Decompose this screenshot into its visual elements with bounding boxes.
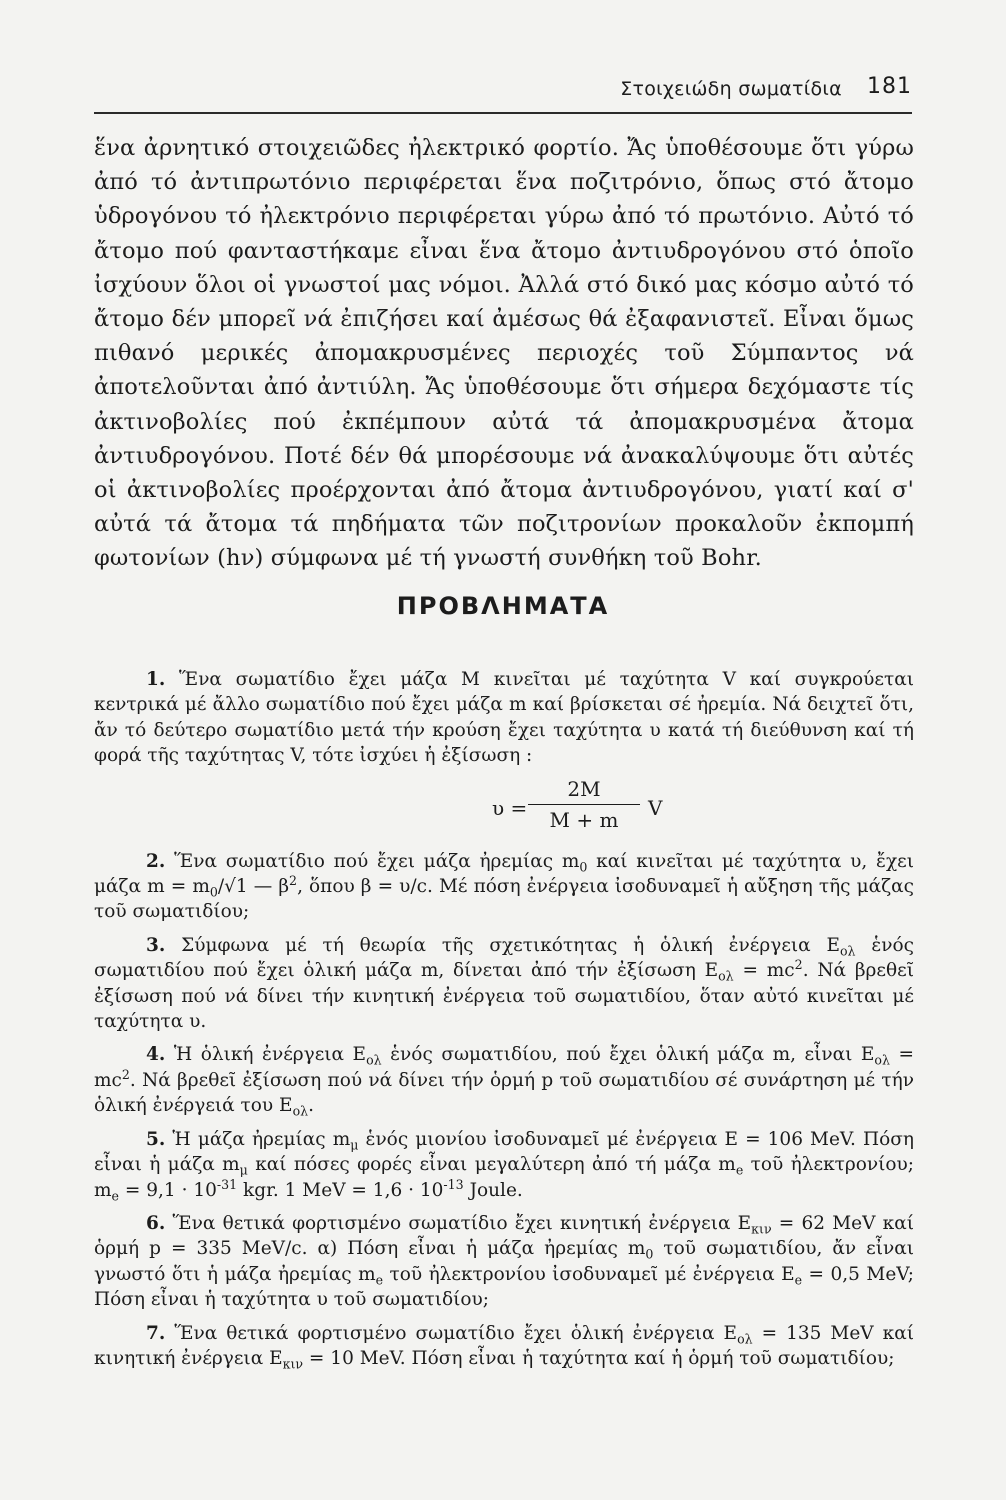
equation-numerator: 2M xyxy=(567,776,601,801)
problem-text: = 9,1 · 10 xyxy=(119,1179,217,1201)
problem-text: = 0,5 MeV; Πόση εἶναι ἡ ταχύτητα υ τοῦ σωματιδίου; xyxy=(94,1263,914,1311)
problem-text: kgr. 1 MeV = 1,6 · 10 xyxy=(237,1179,444,1201)
superscript: -13 xyxy=(443,1176,464,1192)
fraction-bar xyxy=(528,804,640,805)
problem-text: . Νά βρεθεῖ ἐξίσωση πού νά δίνει τήν ὁρμή p τοῦ σωματιδίου σέ συνάρτηση μέ τήν ὁλική ἐνέργειά του E xyxy=(94,1069,914,1117)
body-text xyxy=(94,131,914,576)
problem-text: Ἡ μάζα ἠρεμίας m xyxy=(172,1128,351,1150)
problem-text: Ἕνα θετικά φορτισμένο σωματίδιο ἔχει κινητική ἐνέργεια E xyxy=(172,1212,752,1234)
problem-text: . Νά βρεθεῖ ἐξίσωση πού νά δίνει τήν κινητική ἐνέργεια τοῦ σωματιδίου, ὅταν αὐτό κινεῖται μέ ταχύτητα υ. xyxy=(94,960,914,1033)
subscript: 0 xyxy=(579,859,588,875)
problem-text: = 135 MeV καί κινητική ἐνέργεια E xyxy=(94,1322,914,1369)
subscript: e xyxy=(794,1272,803,1288)
equation-denominator: M + m xyxy=(549,807,619,832)
problem-text: Ἕνα σωματίδιο ἔχει μάζα Μ κινεῖται μέ ταχύτητα V καί συγκρούεται κεντρικά μέ ἄλλο σωματίδιο πού ἔχει μάζα m καί βρίσκεται σέ ἠρεμία. Νά δειχτεῖ ὅτι, ἄν τό δεύτερο σωματίδιο μετά τήν κρούση ἔχει ταχύτητα υ κατά τή διεύθυνση καί τή φορά τῆς ταχύτητας V, τότε ἰσχύει ἡ ἐξίσωση : xyxy=(94,669,914,767)
equation-fraction xyxy=(528,777,640,832)
subscript: 0 xyxy=(209,884,218,900)
running-title: Στοιχειώδη σωματίδια xyxy=(620,78,842,100)
problem-text: = 62 MeV καί ὁρμή p = 335 MeV/c. α) Πόση εἶναι ἡ μάζα ἠρεμίας m xyxy=(94,1212,914,1260)
page-header xyxy=(94,74,912,106)
problem-text: καί κινεῖται μέ ταχύτητα υ, ἔχει μάζα m = m xyxy=(94,850,915,898)
subscript: ολ xyxy=(292,1103,309,1119)
subscript: μ xyxy=(239,1162,248,1178)
problem-text: , ὅπου β = υ/c. Μέ πόση ἐνέργεια ἰσοδυναμεῖ ἡ αὔξηση τῆς μάζας τοῦ σωματιδίου; xyxy=(94,876,914,923)
problem-number: 6. xyxy=(146,1212,166,1234)
problem-number: 5. xyxy=(146,1128,166,1150)
problem-text: Ἕνα θετικά φορτισμένο σωματίδιο ἔχει ὁλική ἐνέργεια E xyxy=(174,1322,738,1344)
subscript: ολ xyxy=(718,968,734,984)
problem-text: Ἕνα σωματίδιο πού ἔχει μάζα ἠρεμίας m xyxy=(174,850,580,872)
problem-number: 7. xyxy=(146,1322,166,1344)
subscript: κιν xyxy=(751,1221,772,1237)
problem-text: Σύμφωνα μέ τή θεωρία τῆς σχετικότητας ἡ ὁλική ἐνέργεια E xyxy=(181,934,840,956)
subscript: ολ xyxy=(737,1331,753,1347)
subscript: μ xyxy=(350,1137,359,1153)
problem-text: ἑνός μιονίου ἰσοδυναμεῖ μέ ἐνέργεια E = 106 MeV. Πόση εἶναι ἡ μάζα m xyxy=(94,1128,914,1176)
problem-3 xyxy=(94,933,914,1035)
problem-number: 1. xyxy=(146,669,166,690)
problem-text: ἑνός σωματιδίου, πού ἔχει ὁλική μάζα m, εἶναι E xyxy=(381,1044,875,1066)
problem-text: = 10 MeV. Πόση εἶναι ἡ ταχύτητα καί ἡ ὁρμή τοῦ σωματιδίου; xyxy=(303,1347,895,1369)
superscript: -31 xyxy=(216,1176,238,1192)
problem-text: τοῦ ἠλεκτρονίου ἰσοδυναμεῖ μέ ἐνέργεια E xyxy=(383,1263,795,1285)
problem-number: 2. xyxy=(146,850,166,872)
subscript: κιν xyxy=(282,1356,304,1372)
problem-number: 3. xyxy=(146,934,166,956)
problem-1 xyxy=(94,667,914,769)
section-heading: ΠΡΟΒΛΗΜΑΤΑ xyxy=(396,592,610,620)
problem-7 xyxy=(94,1321,914,1372)
subscript: 0 xyxy=(645,1247,654,1262)
problem-6 xyxy=(94,1211,914,1313)
problem-text: τοῦ ἠλεκτρονίου; m xyxy=(94,1154,914,1201)
page-number: 181 xyxy=(867,74,912,99)
problem-text: καί πόσες φορές εἶναι μεγαλύτερη ἀπό τή μάζα m xyxy=(247,1154,736,1176)
equation-rhs: V xyxy=(648,795,663,820)
superscript: 2 xyxy=(121,1066,130,1082)
problem-4 xyxy=(94,1042,914,1118)
problem-text: ἑνός σωματιδίου πού ἔχει ὁλική μάζα m, δίνεται ἀπό τήν ἐξίσωση E xyxy=(94,934,914,982)
equation-lhs: υ = xyxy=(492,795,528,820)
problem-2 xyxy=(94,849,914,925)
equation xyxy=(94,777,914,839)
header-rule xyxy=(94,112,912,114)
problem-text: τοῦ σωματιδίου, ἄν εἶναι γνωστό ὅτι ἡ μάζα ἠρεμίας m xyxy=(94,1238,914,1285)
superscript: 2 xyxy=(289,872,298,888)
problems-list xyxy=(94,667,914,1379)
subscript: e xyxy=(111,1188,119,1204)
paragraph: ἕνα ἀρνητικό στοιχειῶδες ἠλεκτρικό φορτίο. Ἄς ὑποθέσουμε ὅτι γύρω ἀπό τό ἀντιπρωτόνιο περιφέρεται ἕνα ποζιτρόνιο, ὅπως στό ἄτομο ὑδρογόνου τό ἠλεκτρόνιο περιφέρεται γύρω ἀπό τό πρωτόνιο. Αὐτό τό ἄτομο πού φανταστήκαμε εἶναι ἕνα ἄτομο ἀντιυδρογόνου στό ὁποῖο ἰσχύουν ὅλοι οἱ γνωστοί μας νόμοι. Ἀλλά στό δικό μας κόσμο αὐτό τό ἄτομο δέν μπορεῖ νά ἐπιζήσει καί ἀμέσως θά ἐξαφανιστεῖ. Εἶναι ὅμως πιθανό μερικές ἀπομακρυσμένες περιοχές τοῦ Σύμπαντος νά ἀποτελοῦνται ἀπό ἀντιύλη. Ἄς ὑποθέσουμε ὅτι σήμερα δεχόμαστε τίς ἀκτινοβολίες πού ἐκπέμπουν αὐτά τά ἀπομακρυσμένα ἄτομα ἀντιυδρογόνου. Ποτέ δέν θά μπορέσουμε νά ἀνακαλύψουμε ὅτι αὐτές οἱ ἀκτινοβολίες προέρχονται ἀπό ἄτομα ἀντιυδρογόνου, γιατί καί σ' αὐτά τά ἄτομα τά πηδήματα τῶν ποζιτρονίων προκαλοῦν ἐκπομπή φωτονίων (hν) σύμφωνα μέ τή γνωστή συνθήκη τοῦ Bohr. xyxy=(94,135,914,572)
problem-number: 4. xyxy=(146,1044,166,1066)
subscript: ολ xyxy=(874,1053,890,1069)
problem-5 xyxy=(94,1127,914,1203)
subscript: e xyxy=(375,1272,384,1288)
subscript: ολ xyxy=(839,943,856,959)
subscript: ολ xyxy=(366,1053,382,1069)
problem-text: = mc xyxy=(94,1044,914,1091)
problem-text: = mc xyxy=(733,960,795,982)
superscript: 2 xyxy=(794,957,803,973)
problem-text: Joule. xyxy=(463,1179,523,1201)
problem-text: . xyxy=(308,1095,314,1117)
problem-text: /√1 — β xyxy=(217,876,290,898)
problem-text: Ἡ ὁλική ἐνέργεια E xyxy=(173,1044,367,1066)
subscript: e xyxy=(735,1162,744,1178)
